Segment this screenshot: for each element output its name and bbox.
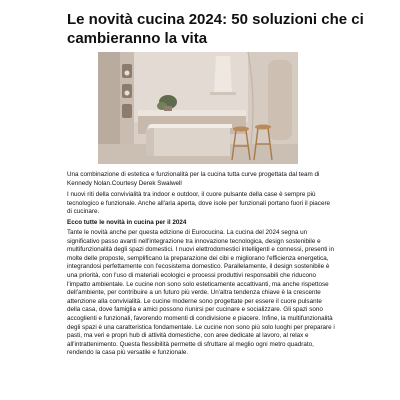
article-body: Tante le novità anche per questa edizione di Eurocucina. La cucina del 2024 segna un significativo passo avanti nell'integrazione tra innovazione tecnologica, design sostenibile e multifunzionalità degli spazi domestici. I nuovi elettrodomestici intelligenti e connessi, presenti in molte delle proposte, semplificano la preparazione dei cibi e migliorano l'efficienza energetica, integrandosi perfettamente con l'ecosistema domestico. Parallelamente, il design sostenibile è una priorità, con l'uso di materiali ecologici e processi produttivi responsabili che riducono l'impatto ambientale. Le cucine non sono solo esteticamente accattivanti, ma anche rispettose dell'ambiente, per contribuire a un futuro più verde. Un'altra tendenza chiave è la crescente attenzione alla convivialità. Le cucine moderne sono progettate per essere il cuore pulsante della casa, dove famiglia e amici possono riunirsi per cucinare e socializzare. Gli spazi sono accoglienti e funzionali, favorendo momenti di condivisione e piacere. Infine, la multifunzionalità degli spazi è una caratteristica fondamentale. Le cucine non sono più solo luoghi per preparare i pasti, ma veri e propri hub di attività domestiche, con aree dedicate al lavoro, al relax e all'intrattenimento. Questa flessibilità permette di sfruttare al meglio ogni metro quadrato, rendendo la casa più versatile e funzionale. xyxy=(67,229,335,357)
image-caption: Una combinazione di estetica e funzionalità per la cucina tutta curve progettata dal team di Kennedy Nolan.Courtesy Derek Swalwell xyxy=(67,171,320,187)
article-intro: I nuovi riti della convivialità tra indoor e outdoor, il cuore pulsante della case è sempre più tecnologico e funzionale. Anche all'aria aperta, dove isole per funzionali portano fuori il piacere di cucinare. xyxy=(67,191,331,216)
kitchen-photo xyxy=(98,52,298,164)
article-title: Le novità cucina 2024: 50 soluzioni che ci cambieranno la vita xyxy=(67,11,364,47)
section-heading: Ecco tutte le novità in cucina per il 2024 xyxy=(67,219,187,226)
kitchen-illustration xyxy=(98,52,298,164)
